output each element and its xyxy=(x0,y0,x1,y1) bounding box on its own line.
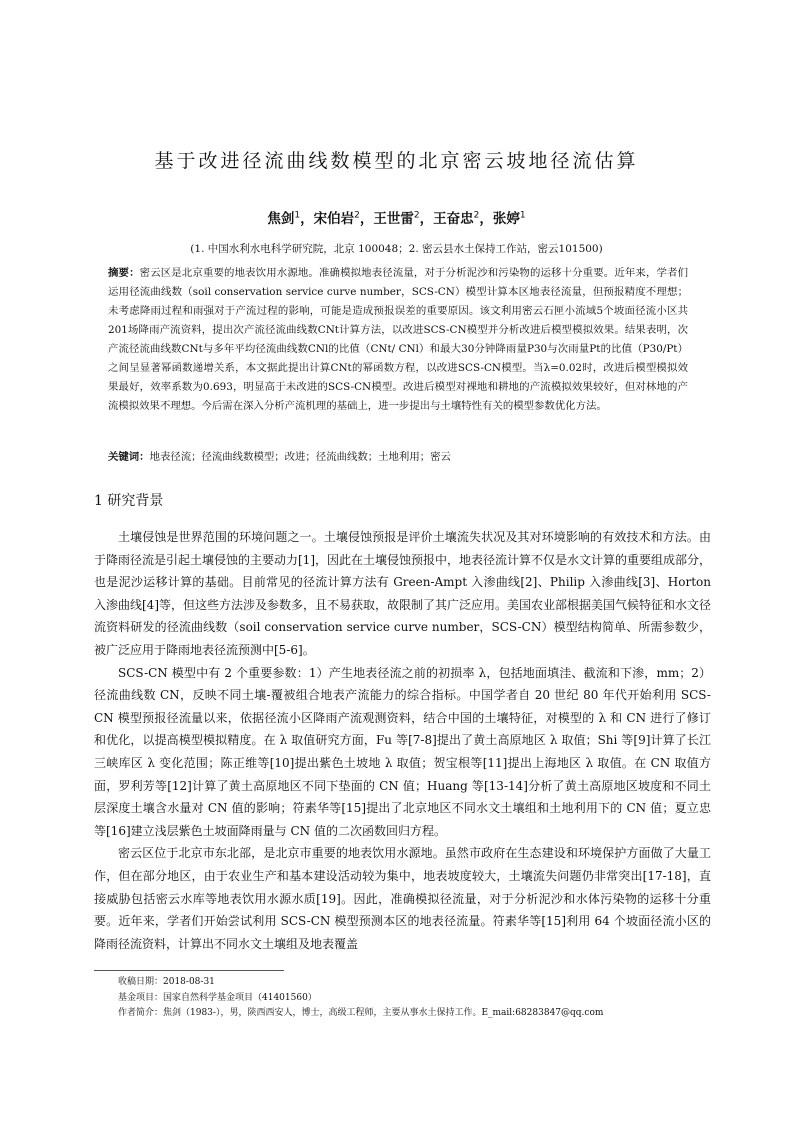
footnote-divider xyxy=(94,970,284,971)
section-heading: 1 研究背景 xyxy=(94,493,164,509)
keywords-label: 关键词： xyxy=(108,451,150,463)
footnote-author-bio: 作者简介：焦剑（1983-），男，陕西西安人，博士，高级工程师，主要从事水土保持工作。E_mail:68283847@qq.com xyxy=(118,1008,604,1018)
author-affil-mark: 1 xyxy=(294,210,301,221)
author-list: 焦剑$^1$，宋伯岩$^2$，王世雷$^2$，王奋忠$^2$，张婷$^1$ xyxy=(267,210,526,227)
paragraph: 密云区位于北京市东北部，是北京市重要的地表饮用水源地。虽然市政府在生态建设和环境保护方面做了大量工作，但在部分地区，由于农业生产和基本建设活动较为集中，地表坡度较大，土壤流失问题仍非常突出[17-18]，直接威胁包括密云水库等地表饮用水源水质[19]。因此，准确模拟径流量，对于分析泥沙和水体污染物的运移十分重要。近年来，学者们开始尝试利用 SCS-CN 模型预测本区的地表径流量。符素华等[15]利用 64 个坡面径流小区的降雨径流资料，计算出不同水文土壤组及地表覆盖 xyxy=(94,846,711,951)
abstract-text: 密云区是北京重要的地表饮用水源地。准确模拟地表径流量，对于分析泥沙和污染物的运移十分重要。近年来，学者们运用径流曲线数（soil conservation service curve number，SCS-CN）模型计算本区地表径流量，但预报精度不理想；未考虑降雨过程和雨强对于产流过程的影响，可能是造成预报误差的重要原因。该文利用密云石匣小流域5个坡面径流小区共201场降雨产流资料，提出次产流径流曲线数CNt计算方法，以改进SCS-CN模型并分析改进后模型模拟效果。结果表明，次产流径流曲线数CNt与多年平均径流曲线数CNl的比值（CNt/ CNl）和最大30分钟降雨量P30与次雨量Pt的比值（P30/Pt）之间呈显著幂函数递增关系，本文据此提出计算CNt的幂函数方程，以改进SCS-CN模型。当λ=0.02时，改进后模型模拟效果最好，效率系数为0.693，明显高于未改进的SCS-CN模型。改进后模型对裸地和耕地的产流模拟效果较好，但对林地的产流模拟效果不理想。今后需在深入分析产流机理的基础上，进一步提出与土壤特性有关的模型参数优化方法。 xyxy=(108,267,689,412)
footnote-funding: 基金项目：国家自然科学基金项目（41401560） xyxy=(118,992,317,1003)
affiliation: (1. 中国水利水电科学研究院，北京 100048；2. 密云县水土保持工作站，密云101500) xyxy=(190,243,603,255)
author-name: 宋伯岩 xyxy=(313,211,355,227)
abstract xyxy=(108,264,688,416)
body-text xyxy=(94,526,711,955)
footnotes xyxy=(118,975,603,1022)
author-affil-mark: 2 xyxy=(413,210,420,221)
author-name: 焦剑 xyxy=(267,211,295,227)
author-name: 王世雷 xyxy=(373,211,414,227)
author-name: 王奋忠 xyxy=(433,211,474,227)
paper-title: 基于改进径流曲线数模型的北京密云坡地径流估算 xyxy=(154,150,639,172)
footnote-received-date: 收稿日期：2018-08-31 xyxy=(118,977,215,987)
author-affil-mark: 2 xyxy=(473,210,480,221)
paragraph: SCS-CN 模型中有 2 个重要参数：1）产生地表径流之前的初损率 λ，包括地面填洼、截流和下渗，mm；2）径流曲线数 CN，反映不同土壤-覆被组合地表产流能力的综合指标。中国学者自 20 世纪 80 年代开始利用 SCS-CN 模型预报径流量以来，依据径流小区降雨产流观测资料，结合中国的土壤特征，对模型的 λ 和 CN 进行了修订和优化，以提高模型模拟精度。在 λ 取值研究方面，Fu 等[7-8]提出了黄土高原地区 λ 取值；Shi 等[9]计算了长江三峡库区 λ 变化范围；陈正维等[10]提出紫色土坡地 λ 取值；贺宝根等[11]提出上海地区 λ 取值。在 CN 取值方面，罗利芳等[12]计算了黄土高原地区不同下垫面的 CN 值；Huang 等[13-14]分析了黄土高原地区坡度和不同土层深度土壤含水量对 CN 值的影响；符素华等[15]提出了北京地区不同水文土壤组和土地利用下的 CN 值；夏立忠等[16]建立浅层紫色土坡面降雨量与 CN 值的二次函数回归方程。 xyxy=(94,665,711,838)
author-name: 张婷 xyxy=(492,211,520,227)
keywords-text: 地表径流；径流曲线数模型；改进；径流曲线数；土地利用；密云 xyxy=(149,451,451,463)
keywords xyxy=(108,448,688,463)
author-affil-mark: 1 xyxy=(519,210,526,221)
author-affil-mark: 2 xyxy=(354,210,360,221)
abstract-label: 摘要： xyxy=(108,267,140,279)
paragraph: 土壤侵蚀是世界范围的环境问题之一。土壤侵蚀预报是评价土壤流失状况及其对环境影响的有效技术和方法。由于降雨径流是引起土壤侵蚀的主要动力[1]，因此在土壤侵蚀预报中，地表径流计算不仅是水文计算的重要组成部分，也是泥沙运移计算的基础。目前常见的径流计算方法有 Green-Ampt 入渗曲线[2]、Philip 入渗曲线[3]、Horton 入渗曲线[4]等，但这些方法涉及参数多，且不易获取，故限制了其广泛应用。美国农业部根据美国气候特征和水文径流资料研发的径流曲线数（soil conservation service curve number，SCS-CN）模型结构简单、所需参数少，被广泛应用于降雨地表径流预测中[5-6]。 xyxy=(94,530,712,657)
